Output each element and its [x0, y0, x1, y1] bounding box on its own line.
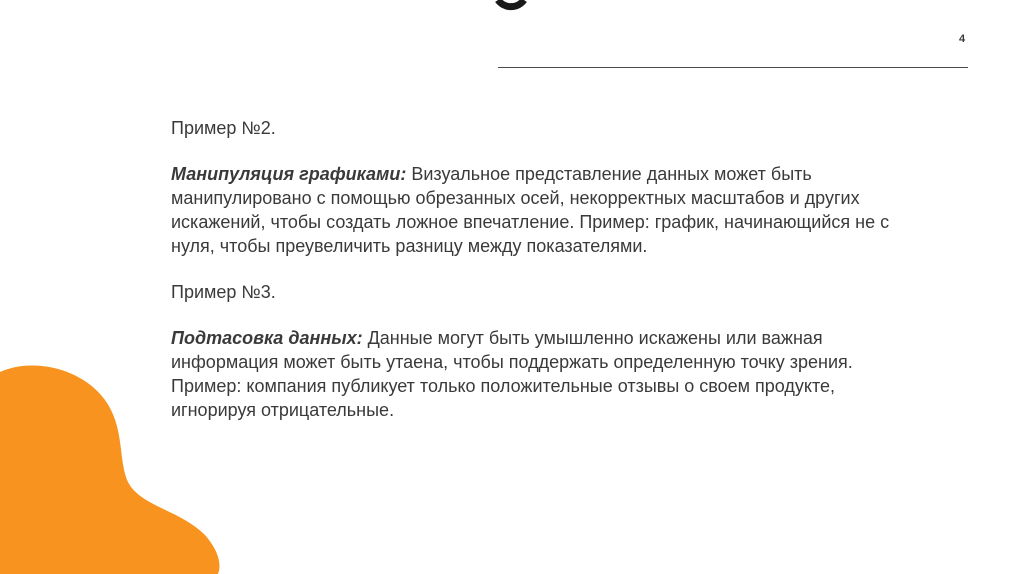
example-3-body: Данные могут быть умышленно искажены или важная информация может быть утаена, чтобы поддержать определенную точку зрения. Пример: компания публикует только положительные отзывы о своем продукте, игнорируя отрицательные. — [171, 328, 853, 420]
example-3-term: Подтасовка данных: — [171, 328, 363, 348]
example-3-paragraph — [171, 326, 911, 422]
decorative-arc — [492, 0, 530, 44]
header-divider — [498, 67, 968, 68]
example-2-body: Визуальное представление данных может быть манипулировано с помощью обрезанных осей, некорректных масштабов и других искажений, чтобы создать ложное впечатление. Пример: график, начинающийся не с нуля, чтобы преувеличить разницу между показателями. — [171, 164, 890, 256]
example-2-paragraph — [171, 162, 911, 258]
example-3-heading: Пример №3. — [171, 282, 276, 302]
slide-content — [171, 116, 911, 444]
example-2-term: Манипуляция графиками: — [171, 164, 407, 184]
page-number: 4 — [958, 33, 966, 45]
example-2-heading: Пример №2. — [171, 118, 276, 138]
